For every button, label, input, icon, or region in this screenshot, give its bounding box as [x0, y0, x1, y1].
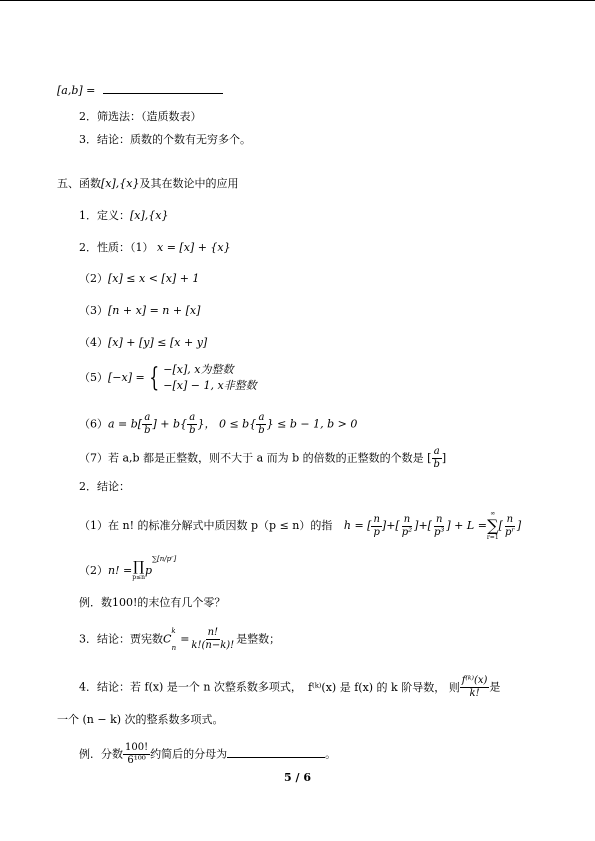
fraction-a-b: $\frac{a}{b}$ — [258, 412, 265, 436]
answer-blank — [227, 746, 325, 758]
binomial-fraction: $\frac{n!}{k!(n-k)!}$ — [191, 627, 235, 651]
gcd-notation: [a,b] = — [57, 84, 96, 97]
prime-infinite-line: 3．结论：质数的个数有无穷多个。 — [79, 133, 251, 146]
polynomial-conclusion-line: 4．结论：若 f(x) 是一个 n 次整系数多项式， f⁽ᵏ⁾(x) 是 f(x) 的 k 阶导数， 则 $\frac{\text{f⁽ᵏ⁾(x)}}{k!}$ 是 — [79, 675, 501, 699]
property-6-line: （6）a = b[ $\frac{a}{b}$ ] + b{ $\frac{a}{b}$ }， 0 ≤ b{ $\frac{a}{b}$ } ≤ b − 1, b > 0 — [79, 412, 358, 436]
definition-line: 1．定义：[x],{x} — [79, 209, 169, 222]
fraction-a-b: $\frac{a}{b}$ — [189, 412, 196, 436]
example-2-line: 例．分数 $\frac{100!}{\text{6¹⁰⁰}}$ 约简后的分母为 。 — [79, 742, 337, 766]
factorial-fraction: $\frac{100!}{\text{6¹⁰⁰}}$ — [125, 742, 149, 766]
section-five-heading: 五、函数[x],{x}及其在数论中的应用 — [57, 177, 239, 190]
fraction-n-pr: $\frac{n}{\text{pʳ}}$ — [504, 513, 515, 538]
answer-blank — [103, 82, 223, 94]
derivative-fraction: $\frac{\text{f⁽ᵏ⁾(x)}}{k!}$ — [461, 675, 488, 699]
fraction-n-p3: $\frac{n}{\text{p³}}$ — [433, 513, 445, 538]
property-3-line: （3）[n + x] = n + [x] — [79, 304, 201, 317]
fraction-n-p: $\frac{n}{p}$ — [373, 513, 380, 538]
legendre-formula-line: （1）在 n! 的标准分解式中质因数 p（p ≤ n）的指 h = [ $\frac{n}{p}$ ]+[ $\frac{n}{\text{p²}}$ ]+[ $\frac{n}{\text{p³}}$ ] + L = ∞ ∑ r=1 [ $\frac{n}{\text{pʳ}}$ ] — [79, 510, 522, 541]
example-1-line: 例．数100!的末位有几个零？ — [79, 596, 226, 609]
polynomial-continuation-line: 一个 (n − k) 次的整系数多项式。 — [57, 713, 224, 726]
fraction-a-b: $\frac{a}{b}$ — [144, 412, 151, 436]
binomial-conclusion-line: 3．结论：贾宪数$C^k_n=$ $\frac{n!}{k!(n-k)!}$ 是整数； — [79, 626, 281, 652]
page-number: 5 / 6 — [284, 771, 311, 784]
gcd-line — [57, 82, 223, 98]
sieve-method-line: 2．筛选法：（造质数表） — [79, 110, 202, 123]
fraction-a-b: $\frac{a}{b}$ — [433, 446, 440, 470]
top-border — [0, 0, 595, 1]
factorial-product-line: （2）n! = ∏ p≤n $p^{\sum[n/pʳ]}$ — [79, 555, 177, 581]
summation-icon: ∞ ∑ r=1 — [486, 510, 499, 541]
left-brace-icon: { — [149, 363, 159, 393]
property-4-line: （4）[x] + [y] ≤ [x + y] — [79, 336, 208, 349]
product-icon: ∏ p≤n — [132, 559, 145, 581]
property-1-line: 2．性质：（1） x = [x] + {x} — [79, 241, 231, 254]
fraction-n-p2: $\frac{n}{\text{p²}}$ — [401, 513, 413, 538]
property-2-line: （2）[x] ≤ x < [x] + 1 — [79, 272, 200, 285]
property-5-line: （5）[−x] = { −[x], x为整数 −[x] − 1, x非整数 — [79, 363, 257, 393]
conclusion-heading: 2．结论： — [79, 480, 130, 493]
property-7-line: （7）若 a,b 都是正整数，则不大于 a 而为 b 的倍数的正整数的个数是 [ $\frac{a}{b}$ ] — [79, 446, 447, 470]
piecewise-cases: −[x], x为整数 −[x] − 1, x非整数 — [163, 363, 257, 392]
